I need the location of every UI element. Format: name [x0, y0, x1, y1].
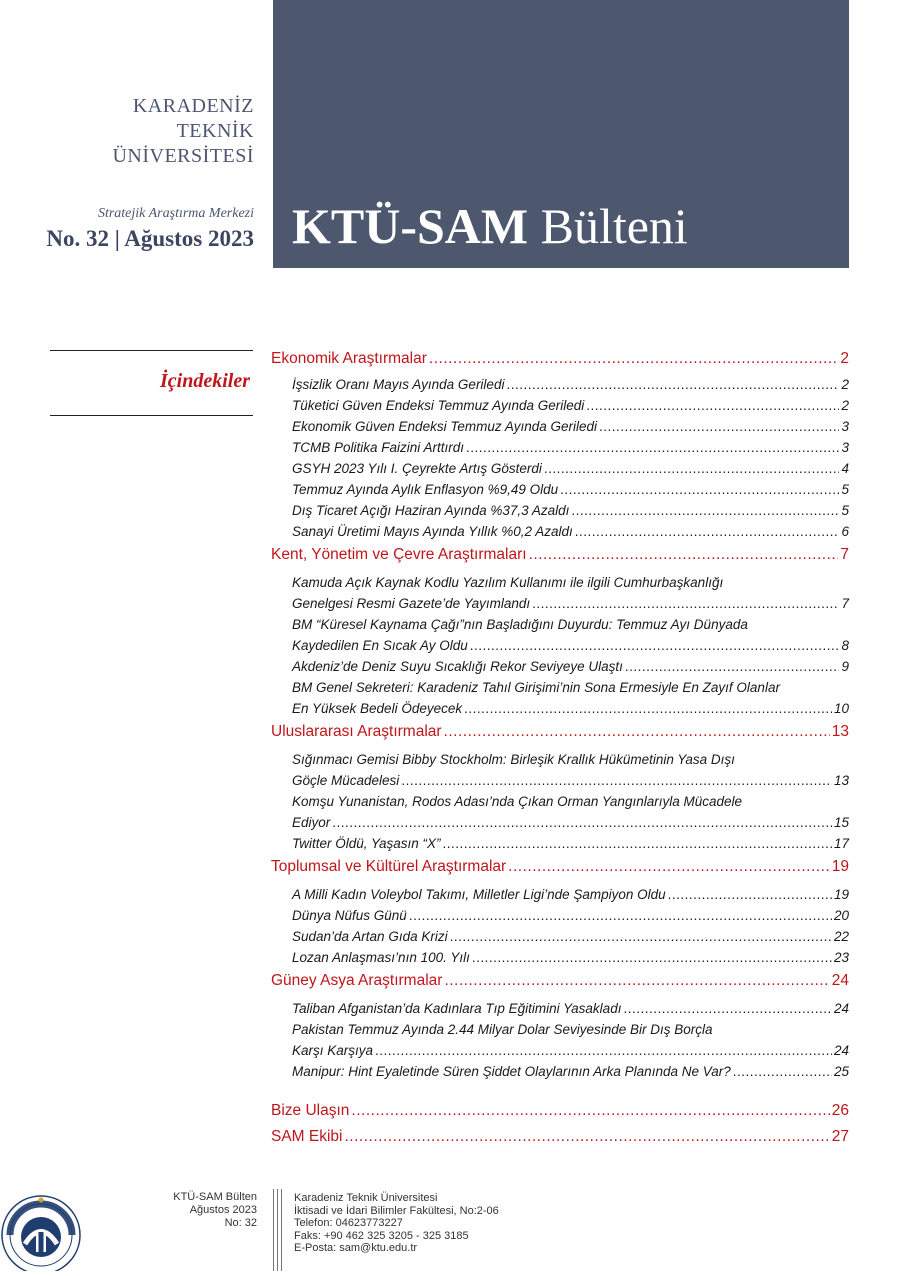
toc-entry-first-line[interactable]: BM “Küresel Kaynama Çağı”nın Başladığını Duyurdu: Temmuz Ayı Dünyada: [292, 617, 748, 632]
toc-page-number: 2: [840, 350, 849, 367]
toc-section-team[interactable]: [271, 1126, 849, 1148]
university-name-line: KARADENİZ: [132, 95, 254, 117]
toc-page-number: 2: [841, 398, 849, 413]
toc-entry-title: Temmuz Ayında Aylık Enflasyon %9,49 Oldu: [292, 482, 559, 497]
toc-entry[interactable]: [292, 458, 849, 479]
leader-dots: [409, 905, 832, 926]
toc-page-number: 27: [831, 1128, 849, 1145]
leader-dots: [470, 635, 840, 656]
toc-section-contact[interactable]: [271, 1100, 849, 1122]
toc-entry[interactable]: [292, 1061, 849, 1082]
toc-entry[interactable]: [292, 905, 849, 926]
leader-dots: [444, 721, 830, 743]
toc-page-number: 2: [841, 377, 849, 392]
toc-entry-first-line[interactable]: Sığınmacı Gemisi Bibby Stockholm: Birleşik Krallık Hükümetinin Yasa Dışı: [292, 752, 735, 767]
leader-dots: [532, 593, 839, 614]
leader-dots: [508, 856, 830, 878]
toc-page-number: 15: [833, 815, 849, 830]
toc-page-number: 7: [840, 546, 849, 563]
toc-page-number: 17: [833, 836, 849, 851]
toc-section-title: Toplumsal ve Kültürel Araştırmalar: [271, 858, 507, 875]
leader-dots: [444, 970, 829, 992]
footer-email[interactable]: E-Posta: sam@ktu.edu.tr: [294, 1242, 418, 1254]
leader-dots: [401, 770, 832, 791]
university-name-line: TEKNİK: [176, 120, 254, 142]
toc-entry[interactable]: [292, 593, 849, 614]
toc-section-economic[interactable]: [271, 348, 849, 370]
toc-entry-title: Ediyor: [292, 815, 331, 830]
toc-page-number: 5: [841, 503, 849, 518]
toc-entry[interactable]: [292, 812, 849, 833]
leader-dots: [472, 947, 832, 968]
toc-entry[interactable]: [292, 1040, 849, 1061]
toc-section-urban[interactable]: [271, 544, 849, 566]
toc-entry[interactable]: [292, 521, 849, 542]
toc-section-social-cultural[interactable]: [271, 856, 849, 878]
toc-page-number: 9: [841, 659, 849, 674]
footer-contact-info: [294, 1192, 499, 1255]
toc-entry-title: GSYH 2023 Yılı I. Çeyrekte Artış Gösterdi: [292, 461, 542, 476]
toc-entry[interactable]: [292, 770, 849, 791]
leader-dots: [345, 1126, 830, 1148]
footer-line: Telefon: 04623773227: [294, 1217, 403, 1229]
toc-page-number: 5: [841, 482, 849, 497]
toc-entry-first-line[interactable]: Kamuda Açık Kaynak Kodlu Yazılım Kullanımı ile ilgili Cumhurbaşkanlığı: [292, 575, 724, 590]
contents-bottom-rule: [50, 415, 253, 416]
toc-page-number: 25: [833, 1064, 849, 1079]
toc-page-number: 24: [833, 1001, 849, 1016]
leader-dots: [351, 1100, 829, 1122]
toc-page-number: 4: [841, 461, 849, 476]
toc-page-number: 13: [833, 773, 849, 788]
toc-entry[interactable]: [292, 884, 849, 905]
toc-page-number: 7: [841, 596, 849, 611]
toc-page-number: 20: [833, 908, 849, 923]
leader-dots: [560, 479, 839, 500]
toc-entry-title: Genelgesi Resmi Gazete’de Yayımlandı: [292, 596, 531, 611]
toc-page-number: 13: [831, 723, 849, 740]
toc-entry[interactable]: [292, 374, 849, 395]
toc-page-number: 26: [831, 1102, 849, 1119]
leader-dots: [544, 458, 840, 479]
university-name-line: ÜNİVERSİTESİ: [112, 145, 254, 167]
leader-dots: [506, 374, 839, 395]
toc-entry[interactable]: [292, 947, 849, 968]
toc-entry[interactable]: [292, 635, 849, 656]
toc-entry-title: TCMB Politika Faizini Arttırdı: [292, 440, 465, 455]
toc-entry-first-line[interactable]: Pakistan Temmuz Ayında 2.44 Milyar Dolar Seviyesinde Bir Dış Borçla: [292, 1022, 713, 1037]
leader-dots: [464, 698, 832, 719]
leader-dots: [529, 544, 839, 566]
toc-page-number: 3: [841, 440, 849, 455]
leader-dots: [599, 416, 839, 437]
toc-entry[interactable]: [292, 656, 849, 677]
toc-entry[interactable]: [292, 437, 849, 458]
toc-page-number: 24: [831, 972, 849, 989]
footer-line: No: 32: [224, 1217, 257, 1229]
toc-page-number: 22: [833, 929, 849, 944]
toc-entry-title: Manipur: Hint Eyaletinde Süren Şiddet Olaylarının Arka Planında Ne Var?: [292, 1064, 731, 1079]
toc-section-title: Kent, Yönetim ve Çevre Araştırmaları: [271, 546, 527, 563]
toc-section-items: [271, 743, 849, 856]
toc-entry-first-line[interactable]: BM Genel Sekreteri: Karadeniz Tahıl Girişimi’nin Sona Ermesiyle En Zayıf Olanlar: [292, 680, 780, 695]
leader-dots: [429, 348, 838, 370]
toc-entry[interactable]: [292, 479, 849, 500]
toc-entry-title: Twitter Öldü, Yaşasın “X”: [292, 836, 441, 851]
footer-line: Ağustos 2023: [189, 1204, 257, 1216]
university-name: [112, 94, 254, 169]
toc-entry[interactable]: [292, 698, 849, 719]
toc-entry-title: Tüketici Güven Endeksi Temmuz Ayında Geriledi: [292, 398, 585, 413]
leader-dots: [733, 1061, 832, 1082]
toc-entry-first-line[interactable]: Komşu Yunanistan, Rodos Adası’nda Çıkan Orman Yangınlarıyla Mücadele: [292, 794, 743, 809]
bulletin-title: [292, 196, 688, 256]
leader-dots: [443, 833, 832, 854]
toc-section-items: [271, 992, 849, 1084]
table-of-contents: [271, 348, 849, 1148]
toc-entry-title: A Milli Kadın Voleybol Takımı, Milletler Ligi’nde Şampiyon Oldu: [292, 887, 666, 902]
toc-section-title: Bize Ulaşın: [271, 1102, 350, 1119]
toc-page-number: 23: [833, 950, 849, 965]
toc-section-title: SAM Ekibi: [271, 1128, 343, 1145]
leader-dots: [625, 656, 840, 677]
contents-top-rule: [50, 350, 253, 351]
footer-line: Faks: +90 462 325 3205 - 325 3185: [294, 1229, 469, 1242]
footer-divider: [273, 1189, 283, 1271]
toc-entry-title: Akdeniz’de Deniz Suyu Sıcaklığı Rekor Seviyeye Ulaştı: [292, 659, 623, 674]
leader-dots: [586, 395, 839, 416]
toc-entry-title: Göçle Mücadelesi: [292, 773, 400, 788]
toc-entry-title: Lozan Anlaşması’nın 100. Yılı: [292, 950, 470, 965]
toc-section-items: [271, 566, 849, 721]
toc-page-number: 6: [841, 524, 849, 539]
toc-section-title: Ekonomik Araştırmalar: [271, 350, 427, 367]
leader-dots: [668, 884, 832, 905]
research-center-name: Stratejik Araştırma Merkezi: [97, 206, 254, 221]
footer-line: KTÜ-SAM Bülten: [173, 1191, 257, 1203]
leader-dots: [571, 500, 839, 521]
toc-entry-title: İşsizlik Oranı Mayıs Ayında Geriledi: [292, 377, 505, 392]
toc-page-number: 24: [833, 1043, 849, 1058]
toc-entry-title: Taliban Afganistan’da Kadınlara Tıp Eğitimini Yasakladı: [292, 1001, 622, 1016]
toc-page-number: 3: [841, 419, 849, 434]
leader-dots: [450, 926, 832, 947]
university-seal-icon: [0, 1194, 82, 1271]
footer-line: Karadeniz Teknik Üniversitesi: [294, 1192, 438, 1204]
issue-number: No. 32 | Ağustos 2023: [46, 226, 254, 251]
toc-entry-title: Sudan’da Artan Gıda Krizi: [292, 929, 448, 944]
bulletin-title-bold: KTÜ-SAM: [292, 198, 529, 254]
toc-section-title: Uluslararası Araştırmalar: [271, 723, 442, 740]
toc-section-title: Güney Asya Araştırmalar: [271, 972, 443, 989]
leader-dots: [623, 998, 832, 1019]
toc-entry[interactable]: [292, 416, 849, 437]
toc-entry-title: Dış Ticaret Açığı Haziran Ayında %37,3 Azaldı: [292, 503, 570, 518]
toc-page-number: 10: [833, 701, 849, 716]
toc-page-number: 8: [841, 638, 849, 653]
contents-label: İçindekiler: [160, 370, 250, 392]
leader-dots: [332, 812, 832, 833]
leader-dots: [375, 1040, 832, 1061]
toc-entry[interactable]: [292, 833, 849, 854]
toc-entry-title: Dünya Nüfus Günü: [292, 908, 407, 923]
toc-section-international[interactable]: [271, 721, 849, 743]
spacer: [271, 1084, 849, 1100]
toc-entry-title: Kaydedilen En Sıcak Ay Oldu: [292, 638, 468, 653]
leader-dots: [575, 521, 840, 542]
bulletin-title-regular: Bülteni: [540, 198, 688, 254]
toc-entry-title: Karşı Karşıya: [292, 1043, 374, 1058]
leader-dots: [466, 437, 839, 458]
footer-line: İktisadi ve İdari Bilimler Fakültesi, No:2-06: [294, 1204, 499, 1217]
toc-page-number: 19: [833, 887, 849, 902]
toc-entry[interactable]: [292, 926, 849, 947]
toc-section-items: [271, 370, 849, 544]
toc-entry-title: Ekonomik Güven Endeksi Temmuz Ayında Geriledi: [292, 419, 598, 434]
toc-entry[interactable]: [292, 500, 849, 521]
toc-entry[interactable]: [292, 998, 849, 1019]
footer-issue-info: [173, 1191, 257, 1230]
toc-entry-title: En Yüksek Bedeli Ödeyecek: [292, 701, 463, 716]
toc-entry-title: Sanayi Üretimi Mayıs Ayında Yıllık %0,2 Azaldı: [292, 524, 573, 539]
toc-page-number: 19: [831, 858, 849, 875]
toc-section-items: [271, 878, 849, 970]
toc-section-south-asia[interactable]: [271, 970, 849, 992]
toc-entry[interactable]: [292, 395, 849, 416]
